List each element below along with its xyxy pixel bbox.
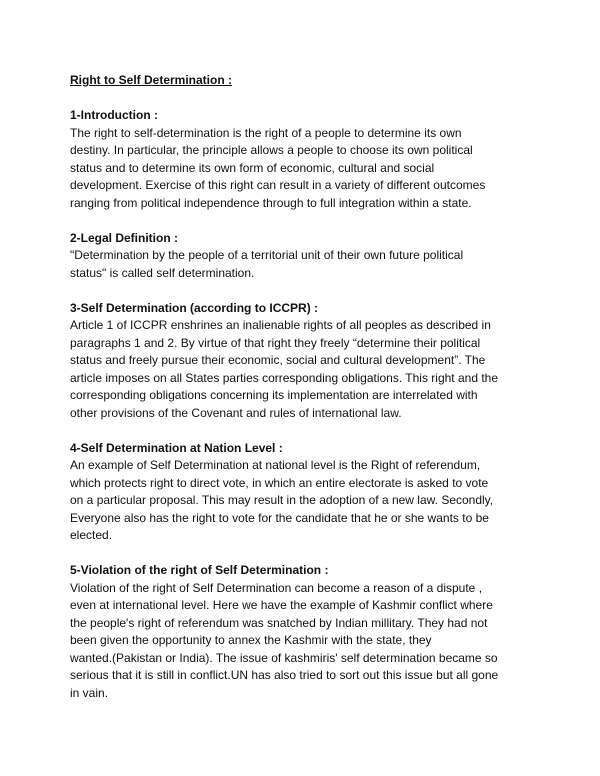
- body-line: An example of Self Determination at national level is the Right of referendum,: [70, 458, 481, 472]
- body-line: paragraphs 1 and 2. By virtue of that right they freely “determine their political: [70, 335, 481, 350]
- body-line: status" is called self determination.: [70, 265, 255, 280]
- body-line: been given the opportunity to annex the Kashmir with the state, they: [70, 633, 432, 647]
- section-iccpr: [70, 300, 540, 423]
- section-body: [70, 457, 540, 545]
- document-content: [70, 72, 540, 720]
- body-line: development. Exercise of this right can result in a variety of different outcomes: [70, 178, 486, 192]
- body-line: even at international level. Here we have the example of Kashmir conflict where: [70, 598, 493, 612]
- section-heading: 1-Introduction :: [70, 108, 158, 122]
- body-line: wanted.(Pakistan or India). The issue of kashmiris' self determination became so: [70, 650, 498, 665]
- body-line: article imposes on all States parties corresponding obligations. This right and the: [70, 370, 499, 385]
- body-line: Violation of the right of Self Determination can become a reason of a dispute ,: [70, 580, 483, 595]
- body-line: elected.: [70, 528, 113, 542]
- body-line: Everyone also has the right to vote for the candidate that he or she wants to be: [70, 510, 489, 525]
- body-line: which protects right to direct vote, in which an entire electorate is asked to vote: [70, 475, 489, 490]
- body-line: status and to determine its own form of economic, cultural and social: [70, 160, 435, 175]
- body-line: corresponding obligations concerning its implementation are interrelated with: [70, 388, 478, 402]
- body-line: ranging from political independence through to full integration within a state.: [70, 195, 472, 210]
- section-nation-level: [70, 440, 540, 545]
- section-body: [70, 125, 540, 213]
- body-line: destiny. In particular, the principle allows a people to choose its own political: [70, 143, 473, 157]
- section-heading: 4-Self Determination at Nation Level :: [70, 440, 283, 455]
- body-line: in vain.: [70, 685, 109, 700]
- body-line: the people's right of referendum was snatched by Indian millitary. They had not: [70, 615, 488, 630]
- section-heading: 5-Violation of the right of Self Determination :: [70, 563, 329, 577]
- body-line: on a particular proposal. This may result in the adoption of a new law. Secondly,: [70, 493, 494, 507]
- section-body: [70, 317, 540, 422]
- body-line: other provisions of the Covenant and rules of international law.: [70, 405, 402, 420]
- body-line: Article 1 of ICCPR enshrines an inalienable rights of all peoples as described in: [70, 318, 491, 332]
- section-body: [70, 580, 540, 703]
- section-heading: 2-Legal Definition :: [70, 230, 178, 245]
- body-line: The right to self-determination is the right of a people to determine its own: [70, 125, 462, 140]
- body-line: status and freely pursue their economic, social and cultural development”. The: [70, 353, 486, 367]
- section-body: [70, 247, 540, 282]
- section-violation: [70, 562, 540, 702]
- section-legal-definition: [70, 230, 540, 283]
- document-title: Right to Self Determination :: [70, 73, 232, 87]
- section-heading: 3-Self Determination (according to ICCPR) :: [70, 300, 319, 315]
- body-line: "Determination by the people of a territorial unit of their own future political: [70, 248, 464, 262]
- body-line: serious that it is still in conflict.UN has also tried to sort out this issue but all gone: [70, 668, 499, 682]
- section-introduction: [70, 107, 540, 212]
